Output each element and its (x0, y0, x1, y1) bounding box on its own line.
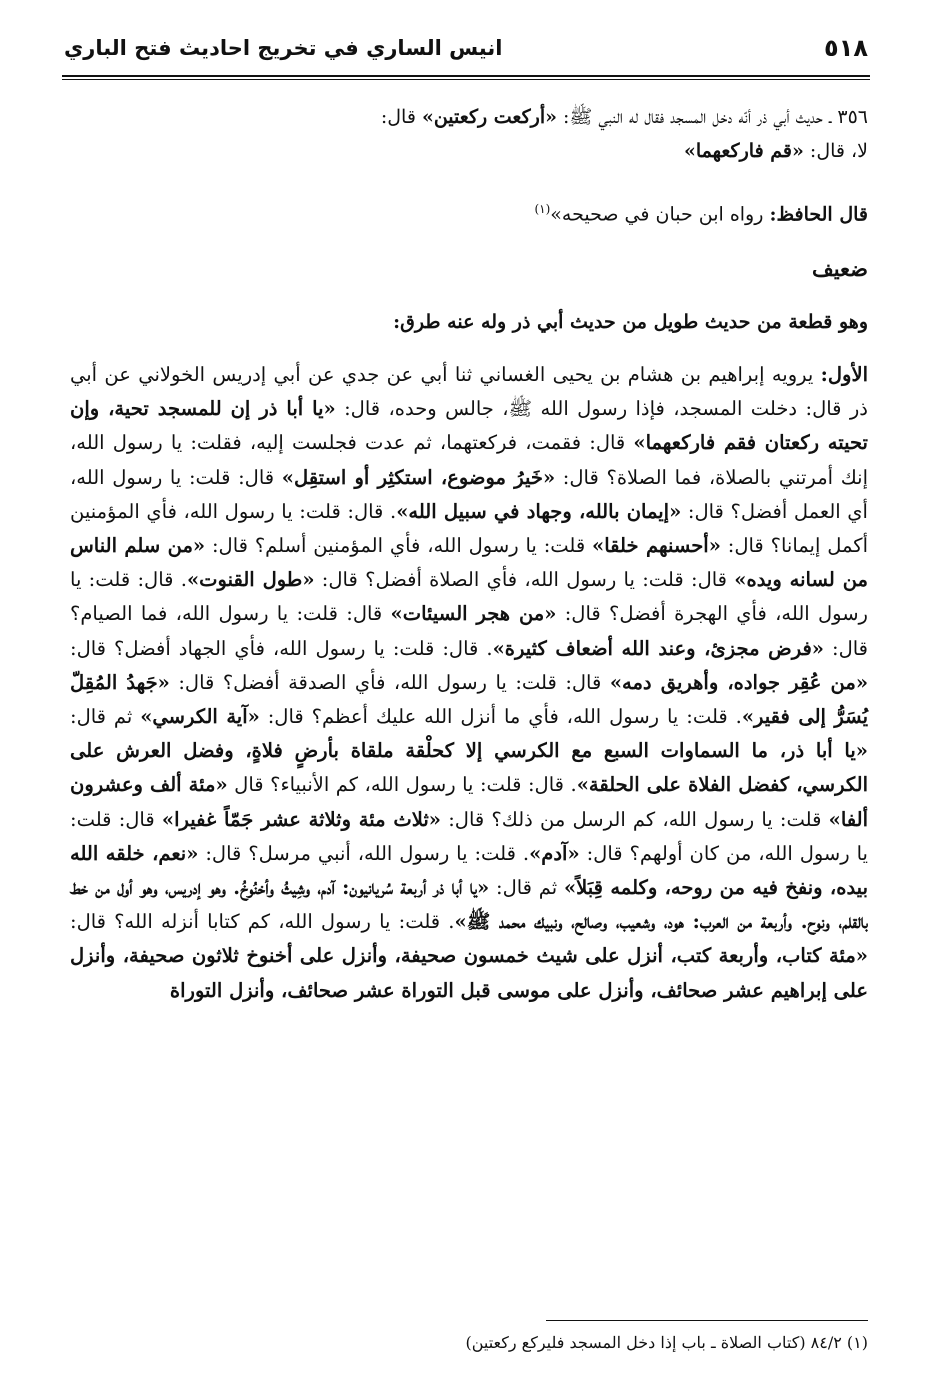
chain-label: الأول: (820, 363, 868, 386)
hafiz-statement (68, 192, 868, 231)
footnote: (١) ٨٤/٢ (كتاب الصلاة ـ باب إذا دخل المسجد فليركع ركعتين) (465, 1333, 868, 1352)
hadith-quote-2: «قم فاركعهما» (683, 140, 804, 162)
page-number: ٥١٨ (824, 34, 868, 62)
hadith-356 (68, 100, 868, 168)
hafiz-label: قال الحافظ: (769, 203, 868, 226)
hafiz-text: رواه ابن حبان في صحيحه» (550, 203, 770, 226)
grade-label: ضعيف (811, 256, 868, 281)
footnote-rule (546, 1320, 868, 1321)
header-rule (62, 75, 870, 80)
hadith-line-1: ٣٥٦ ـ حديث أبي ذر أنّه دخل المسجد فقال له النبي ﷺ: «أركعت ركعتين» قال: (380, 106, 868, 128)
intro-paragraph: وهو قطعة من حديث طويل من حديث أبي ذر وله عنه طرق: (393, 311, 868, 333)
hadith-quote-1: «أركعت ركعتين» (421, 106, 557, 128)
first-chain-paragraph: الأول: يرويه إبراهيم بن هشام بن يحيى الغساني ثنا أبي عن جدي عن أبي إدريس الخولاني عن أبي ذر قال: دخلت المسجد، فإذا رسول الله ﷺ، جالس وحده، قال: «يا أبا ذر إن للمسجد تحية، وإن تحيته ركعتان فقم فاركعهما» قال: فقمت، فركعتهما، ثم عدت فجلست إليه، فقلت: يا رسول الله، إنك أمرتني بالصلاة، فما الصلاة؟ قال: «خَيرُ موضوع، استكثِر أو استقِل» قال: قلت: يا رسول الله، أي العمل أفضل؟ قال: «إيمان بالله، وجهاد في سبيل الله». قال: قلت: يا رسول الله، فأي المؤمنين أكمل إيمانا؟ قال: «أحسنهم خلقا» قلت: يا رسول الله، فأي المؤمنين أسلم؟ قال: «من سلم الناس من لسانه ويده» قال: قلت: يا رسول الله، فأي الصلاة أفضل؟ قال: «طول القنوت». قال: قلت: يا رسول الله، فأي الهجرة أفضل؟ قال: «من هجر السيئات» قال: قلت: يا رسول الله، فما الصيام؟ قال: «فرض مجزئ، وعند الله أضعاف كثيرة». قال: قلت: يا رسول الله، فأي الجهاد أفضل؟ قال: «من عُقِر جواده، وأهريق دمه» قال: قلت: يا رسول الله، فأي الصدقة أفضل؟ قال: «جَهدُ المُقِلّ يُسَرُّ إلى فقير». قلت: يا رسول الله، فأي ما أنزل الله عليك أعظم؟ قال: «آية الكرسي» ثم قال: «يا أبا ذر، ما السماوات السبع مع الكرسي إلا كحلْقة ملقاة بأرضٍ فلاةٍ، وفضل العرش على الكرسي، كفضل الفلاة على الحلقة». قال: قلت: يا رسول الله، كم الأنبياء؟ قال «مئة ألف وعشرون ألفا» قلت: يا رسول الله، كم الرسل من ذلك؟ قال: «ثلاث مئة وثلاثة عشر جَمّاً غفيرا» قال: قلت: يا رسول الله، من كان أولهم؟ قال: «آدم». قلت: يا رسول الله، أنبي مرسل؟ قال: «نعم، خلقه الله بيده، ونفخ فيه من روحه، وكلمه قِبَلاً» ثم قال: «يا أبا ذر أربعة سُريانيون: آدم، وشِيثُ وأخنُوخُ. وهو إدريس، وهو أول من خط بالقلم، ونوح. وأربعة من العرب: هود، وشعيب، وصالح، ونبيك محمد ﷺ». قلت: يا رسول الله، كم كتابا أنزله الله؟ قال: «مئة كتاب، وأربعة كتب، أنزل على شيث خمسون صحيفة، وأنزل على أخنوخ ثلاثون صحيفة، وأنزل على إبراهيم عشر صحائف، وأنزل على موسى قبل التوراة عشر صحائف، وأنزل التوراة (70, 363, 869, 1002)
hadith-line-2: لا، قال: «قم فاركعهما» (683, 140, 868, 162)
running-header (62, 30, 870, 74)
footnote-ref: (١) (534, 202, 551, 216)
book-title: انيس الساري في تخريج احاديث فتح الباري (64, 36, 503, 60)
